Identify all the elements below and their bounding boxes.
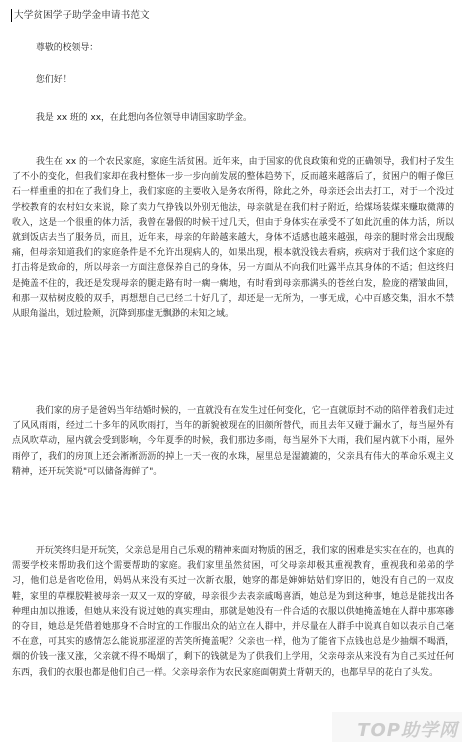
watermark-text: TOP助学网 xyxy=(357,720,458,741)
paragraph-family-background: 我生在 xx 的一个农民家庭，家庭生活贫困。近年来，由于国家的优良政策和党的正确领导，我们村子发生了不小的变化，但我们家却在我村整体一步一步向前发展的整体趋势下，反而越来越落后了，贫困户的帽子像巨石一样重重的扣在了我们身上，我们家庭的主要收入是务农所得，除此之外，母亲还会出去打工，对于一个没过学校教育的农村妇女来说，除了卖力气挣钱以外别无他法，母亲就是在我们村子附近，给煤场装煤来赚取微薄的收入，这是一个很重的体力活，我曾在暑假的时候干过几天，但由于身体实在承受不了如此沉重的体力活，所以就到饭店去当了服务员，而且，近年来，母亲的年龄越来越大，身体不适感也越来越强，母亲的腿时常会出现酸痛，但母亲知道我们的家庭条件是不允许出现病人的，如果出现，根本就没钱去看病，疾病对于我们这个家庭的打击将是致命的，所以母亲一方面注意保养自己的身体，另一方面从不向我们吐露半点其身体的不适；但这终归是掩盖不住的，我还是发现母亲的腿走路有时一瘸一瘸地，有时看到母亲那满头的苍丝白发，脸庞的褶皱曲回，和那一双枯树皮般的双手，再想想自己已经二十好几了，却还是一无所为，一事无成，心中百感交集，泪水不禁从眼角溢出，划过脸颊，沉降到那虚无飘渺的未知之域。 xyxy=(12,157,454,320)
greeting: 您们好！ xyxy=(36,75,72,85)
paragraph-parents: 开玩笑终归是开玩笑，父亲总是用自己乐观的精神来面对物质的困乏，我们家的困难是实实在在的，也真的需要学校来帮助我们这个需要帮助的家庭。我们家里虽然贫困，可父母亲却极其重视教育，重视我和弟弟的学习，他们总是省吃俭用，妈妈从来没有买过一次新衣服，她穿的都是婶婶姑姑们穿旧的，她没有自己的一双皮鞋，家里的草棵胶鞋被母亲一双又一双的穿破，母亲很少去表亲戚喝喜酒，她总是为到这种事，她总是能找出各种理由加以推诿，但她从来没有说过她的真实理由，那就是她没有一件合适的衣服以供她掩盖她在人群中那寒碜的夺目，她总是凭借着她那身不合时宜的工作服出众的站立在人群中，并尽量在人群手中说真自如以表示自己毫不在意，可其实的感情怎么能说那涩涩的苦笑所掩盖呢？父亲也一样，他为了能省下点钱也总是少抽烟不喝酒，烟的价钱一涨又涨，父亲就不得不喝烟了，剩下的钱就是为了供我们上学用，父亲母亲从来没有为自己买过任何东西，我们的衣服也都是他们自己一样。父亲母亲作为农民家庭面朝黄土背朝天的，也都早早的花白了头发。 xyxy=(12,546,454,678)
salutation: 尊敬的校领导： xyxy=(36,43,99,53)
paragraph-house: 我们家的房子是爸妈当年结婚时候的，一直就没有在发生过任何变化，它一直就原封不动的陪伴着我们走过了风风雨雨，经过二十多年的风吹雨打，当年的新貌被现在的旧颜所替代，而且去年又碰于漏水了，每当屋外有点风吹草动，屋内就会受到影响，今年夏季的时候，我们那边多雨，每当屋外下大雨，我们屋内就下小雨，屋外雨停了，我们的房顶上还会淅淅沥沥的掉上一天一夜的水珠，屋里总是湿漉漉的，父亲具有伟大的革命乐观主义精神，还开玩笑说"可以储备海鲜了"。 xyxy=(12,406,454,477)
text-cursor xyxy=(11,9,12,22)
document-title: 大学贫困学子助学金申请书范文 xyxy=(14,10,150,21)
watermark-logo xyxy=(332,712,462,742)
intro-line: 我是 xx 班的 xx，在此想向各位领导申请国家助学金。 xyxy=(36,113,252,123)
